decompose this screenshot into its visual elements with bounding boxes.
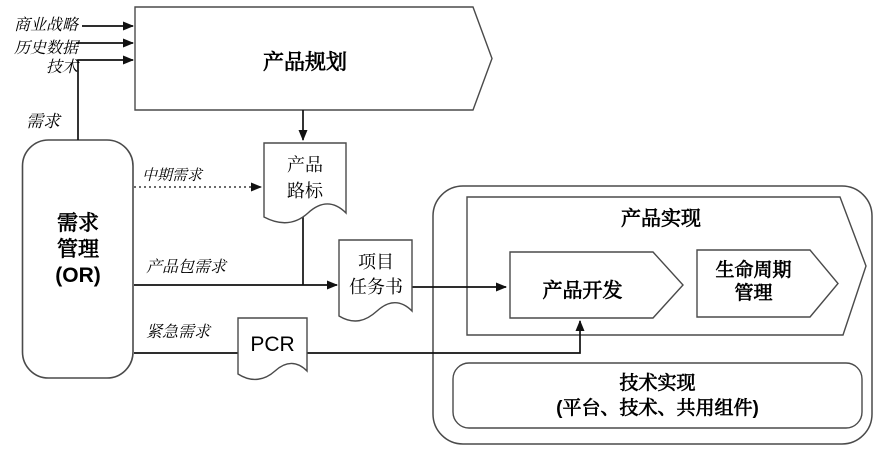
requirement-management-line1: 需求 [57,212,99,235]
project-charter-line1: 项目 [358,252,394,272]
lifecycle-management-line2: 管理 [734,283,773,304]
input-label-technology: 技术 [45,59,78,76]
flow-label-urgent-requirement: 紧急需求 [146,324,211,341]
product-roadmap-line2: 路标 [287,181,323,201]
requirement-management-line2: 管理 [57,238,99,261]
product-planning-label: 产品规划 [263,51,347,74]
input-label-historical-data: 历史数据 [13,40,78,57]
flow-label-requirement: 需求 [26,112,60,131]
lifecycle-management-label [697,259,810,305]
pcr-label: PCR [250,333,295,356]
product-development-label: 产品开发 [542,280,623,302]
flow-label-package-requirement: 产品包需求 [146,259,227,276]
technology-realization-label [455,371,860,421]
product-roadmap-line1: 产品 [287,155,323,175]
connector-requirement-to-planning [78,60,133,140]
lifecycle-management-line1: 生命周期 [715,260,792,281]
requirement-management-line3: (OR) [55,264,101,287]
project-charter-line2: 任务书 [349,277,403,297]
product-roadmap-label [264,152,346,204]
flow-label-midterm-requirement: 中期需求 [142,167,203,184]
technology-realization-line1: 技术实现 [619,373,696,394]
input-label-business-strategy: 商业战略 [13,17,78,34]
requirement-management-label [30,211,126,289]
project-charter-label [336,250,416,300]
product-realization-label: 产品实现 [621,208,701,230]
technology-realization-line2: (平台、技术、共用组件) [556,398,759,419]
